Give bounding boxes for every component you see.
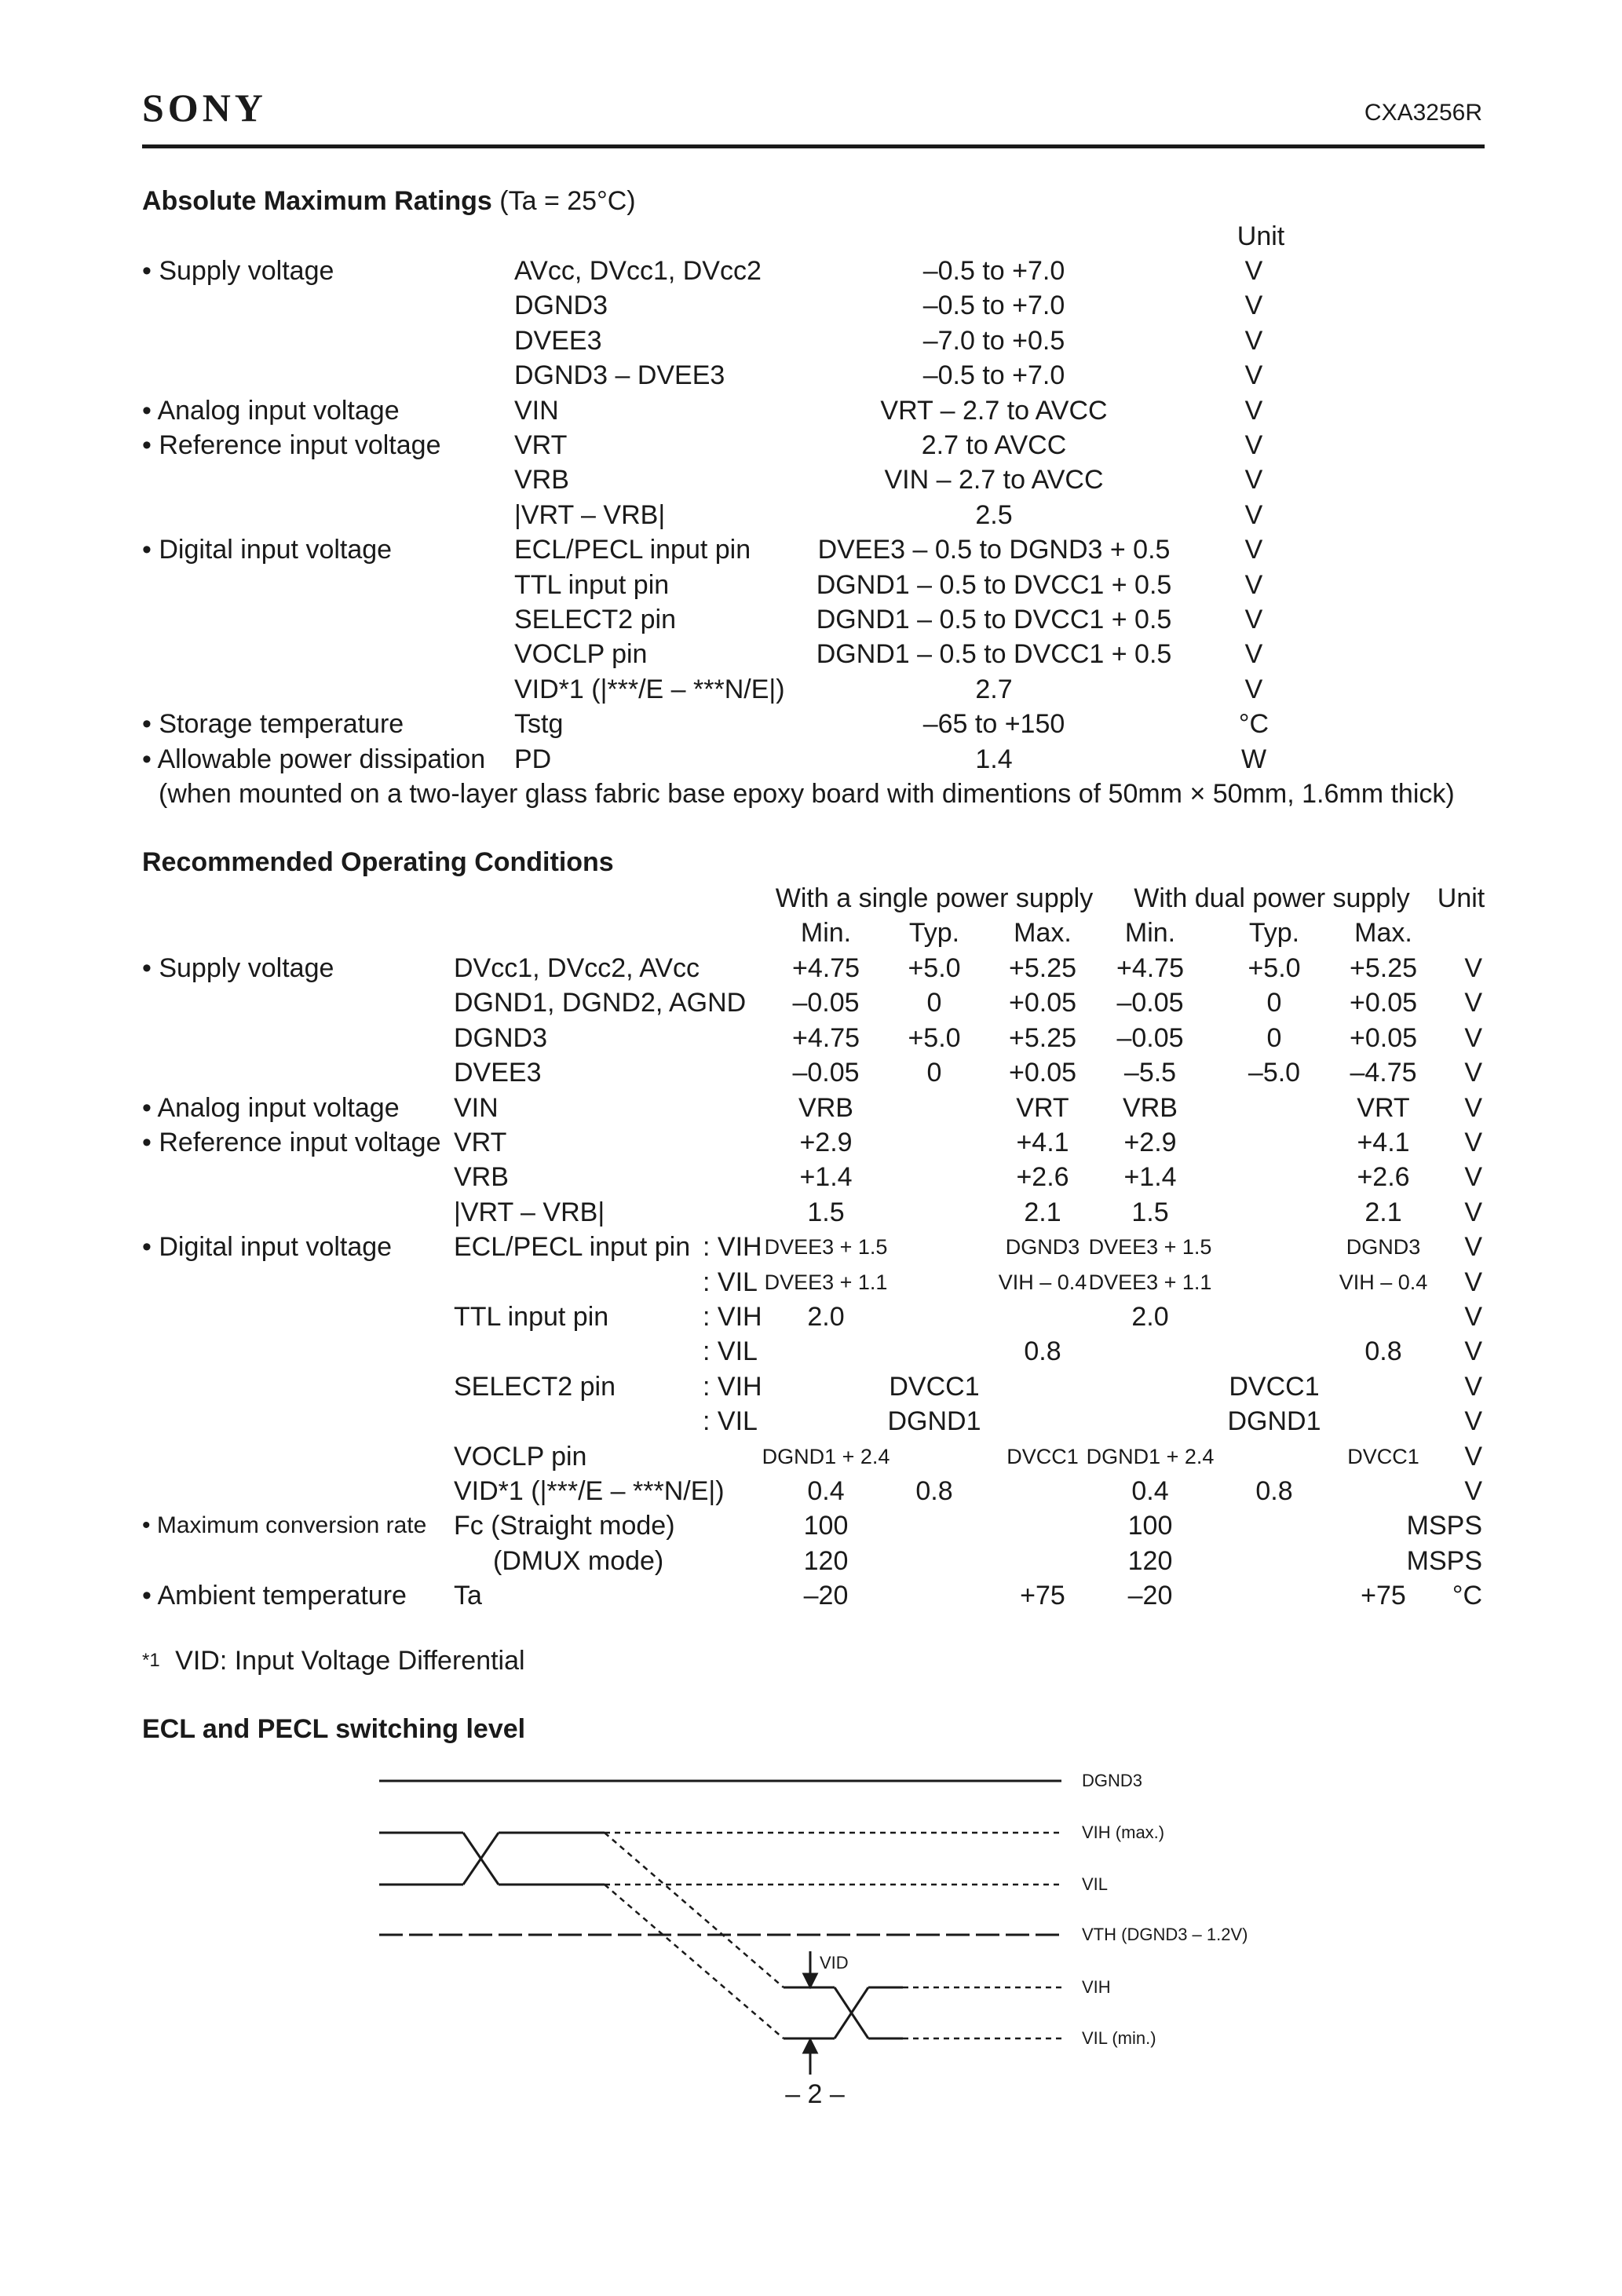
abs-row-symbol: VRB	[514, 465, 569, 495]
abs-row-item: • Storage temperature	[142, 709, 404, 740]
rec-row-value: VIH – 0.4	[998, 1270, 1087, 1294]
part-number: CXA3256R	[1364, 100, 1482, 126]
abs-row-value: DGND1 – 0.5 to DVCC1 + 0.5	[816, 605, 1172, 634]
rec-row-value: VIH – 0.4	[1339, 1270, 1428, 1294]
rec-row-value: +4.75	[791, 953, 860, 983]
abs-row-value: 1.4	[975, 744, 1013, 774]
rec-row-value: 2.1	[1024, 1197, 1061, 1227]
rec-row-symbol: ECL/PECL input pin	[454, 1232, 691, 1263]
rec-row-value: DVEE3 + 1.5	[764, 1235, 888, 1260]
rec-row-value: 120	[1127, 1545, 1173, 1576]
rec-row-value: +1.4	[1123, 1162, 1177, 1193]
rec-row-value: DVCC1	[1347, 1444, 1419, 1468]
abs-row-value: DGND1 – 0.5 to DVCC1 + 0.5	[816, 639, 1172, 670]
rec-row-value: 120	[803, 1545, 849, 1576]
rec-row-symbol: VRB	[454, 1162, 509, 1193]
rec-row-value: +2.6	[1357, 1162, 1410, 1193]
rec-row-value: DVEE3 + 1.5	[1088, 1235, 1212, 1260]
abs-row-value: –7.0 to +0.5	[922, 325, 1065, 356]
rec-op-group-dual: With dual power supply	[1134, 883, 1410, 913]
diagram-title: ECL and PECL switching level	[142, 1714, 526, 1744]
rec-row-symbol: VOCLP pin	[454, 1441, 587, 1472]
rec-row-unit: V	[1464, 1197, 1482, 1227]
rec-row-symbol: DVEE3	[454, 1058, 542, 1088]
rec-row-value: VRT	[1357, 1092, 1410, 1123]
rec-row-unit: °C	[1452, 1581, 1482, 1611]
rec-row-value: 0.8	[1255, 1476, 1293, 1506]
rec-row-value: 2.0	[1131, 1302, 1169, 1332]
label-vth: VTH (DGND3 – 1.2V)	[1082, 1925, 1248, 1944]
abs-row-symbol: VIN	[514, 395, 559, 426]
rec-row-unit: V	[1464, 953, 1482, 983]
abs-row-symbol: DGND3	[514, 291, 608, 321]
abs-row-symbol: DVEE3	[514, 325, 602, 356]
abs-row-value: DVEE3 – 0.5 to DGND3 + 0.5	[817, 535, 1171, 565]
col-header-max: Max.	[1014, 918, 1072, 948]
rec-row-value: –0.05	[1116, 988, 1184, 1018]
rec-row-value: DVEE3 + 1.1	[1088, 1270, 1212, 1294]
abs-row-value: DGND1 – 0.5 to DVCC1 + 0.5	[816, 569, 1172, 600]
rec-row-value: +4.75	[1116, 953, 1185, 983]
rec-row-value: 2.0	[807, 1302, 845, 1332]
rec-row-value: DVEE3 + 1.1	[764, 1270, 888, 1294]
rec-row-unit: V	[1464, 1371, 1482, 1402]
rec-op-group-single: With a single power supply	[775, 883, 1094, 913]
label-vil: VIL	[1082, 1874, 1109, 1894]
abs-row-unit: V	[1244, 325, 1263, 356]
abs-row-unit: V	[1244, 360, 1263, 391]
rec-row-unit: V	[1464, 1022, 1482, 1053]
rec-row-unit: V	[1464, 1092, 1482, 1123]
rec-row-value: +0.05	[1008, 1058, 1077, 1088]
col-header-max: Max.	[1354, 918, 1412, 948]
abs-row-symbol: VID*1 (|***/E – ***N/E|)	[514, 674, 785, 704]
rec-row-value: DVCC1	[1006, 1444, 1079, 1468]
col-header-min: Min.	[800, 918, 852, 948]
rec-row-item: • Reference input voltage	[142, 1128, 441, 1157]
rec-row-unit: V	[1464, 1232, 1482, 1263]
label-vih: VIH	[1082, 1977, 1111, 1997]
rec-row-value: +5.25	[1349, 953, 1418, 983]
abs-max-condition: (Ta = 25°C)	[499, 186, 636, 216]
rec-row-unit: V	[1464, 1128, 1482, 1157]
abs-row-unit: V	[1244, 499, 1263, 530]
abs-row-symbol: AVcc, DVcc1, DVcc2	[514, 256, 762, 286]
rec-row-symbol: |VRT – VRB|	[454, 1197, 605, 1227]
rec-row-value: 0.4	[807, 1476, 845, 1506]
rec-row-item: • Maximum conversion rate	[142, 1512, 427, 1539]
rec-row-value: DGND1	[1227, 1406, 1321, 1437]
shift-line-high	[605, 1833, 784, 1987]
abs-row-value: VIN – 2.7 to AVCC	[884, 465, 1104, 495]
abs-row-unit: W	[1240, 744, 1267, 774]
rec-row-symbol: VID*1 (|***/E – ***N/E|)	[454, 1476, 725, 1506]
rec-row-value: DVCC1	[1229, 1371, 1320, 1402]
rec-row-symbol: VIN	[454, 1092, 499, 1123]
rec-row-unit: V	[1464, 1058, 1482, 1088]
rec-row-value: –0.05	[792, 988, 860, 1018]
rec-row-symbol: Fc (Straight mode)	[454, 1511, 675, 1541]
rec-row-value: 0	[926, 1058, 942, 1088]
rec-row-value: 0.8	[915, 1476, 953, 1506]
vid-arrowhead-bottom	[804, 2040, 816, 2053]
label-dgnd3: DGND3	[1082, 1771, 1143, 1790]
abs-row-item: • Supply voltage	[142, 256, 334, 286]
rec-row-value: +75	[1361, 1581, 1406, 1611]
abs-max-unit-header: Unit	[1237, 221, 1285, 251]
label-vil-min: VIL (min.)	[1082, 2028, 1156, 2048]
abs-row-unit: V	[1244, 256, 1263, 286]
rec-row-symbol: (DMUX mode)	[493, 1545, 664, 1576]
rec-row-value: 0	[1266, 988, 1282, 1018]
rec-row-value: 1.5	[807, 1197, 845, 1227]
rec-row-unit: V	[1464, 1267, 1482, 1297]
label-vih-max: VIH (max.)	[1082, 1823, 1165, 1842]
abs-row-value: –0.5 to +7.0	[922, 360, 1065, 391]
rec-row-unit: V	[1464, 1302, 1482, 1332]
rec-row-unit: V	[1464, 1406, 1482, 1437]
rec-row-symbol: DGND1, DGND2, AGND	[454, 988, 747, 1018]
rec-row-value: –5.5	[1123, 1058, 1177, 1088]
rec-row-unit: MSPS	[1406, 1545, 1482, 1576]
rec-row-value: 0	[926, 988, 942, 1018]
rec-row-value: +2.6	[1016, 1162, 1069, 1193]
abs-row-item: • Analog input voltage	[142, 395, 400, 426]
rec-row-value: DVCC1	[889, 1371, 980, 1402]
abs-row-value: 2.7 to AVCC	[921, 430, 1067, 460]
rec-row-value: 100	[1127, 1511, 1173, 1541]
rec-row-value: –0.05	[792, 1058, 860, 1088]
abs-row-value: VRT – 2.7 to AVCC	[880, 395, 1108, 426]
rec-row-item: • Analog input voltage	[142, 1092, 400, 1123]
rec-row-symbol: DGND3	[454, 1022, 548, 1053]
rec-row-value: 2.1	[1364, 1197, 1402, 1227]
abs-row-symbol: Tstg	[514, 709, 564, 740]
rec-row-value: +5.0	[908, 953, 961, 983]
rec-row-condition: : VIH	[703, 1232, 762, 1263]
rec-row-item: • Digital input voltage	[142, 1232, 393, 1263]
rec-row-symbol: VRT	[454, 1128, 507, 1157]
abs-row-symbol: VRT	[514, 430, 568, 460]
rec-op-title: Recommended Operating Conditions	[142, 847, 614, 877]
abs-row-symbol: TTL input pin	[514, 569, 670, 600]
abs-row-symbol: DGND3 – DVEE3	[514, 360, 725, 391]
abs-max-title: Absolute Maximum Ratings	[142, 186, 492, 216]
abs-row-value: 2.5	[975, 499, 1013, 530]
rec-row-condition: : VIL	[703, 1336, 758, 1367]
rec-row-value: +4.1	[1357, 1128, 1410, 1157]
rec-row-value: VRB	[798, 1092, 853, 1123]
rec-row-condition: : VIH	[703, 1302, 762, 1332]
rec-row-value: DGND1 + 2.4	[762, 1444, 890, 1468]
abs-row-unit: V	[1244, 569, 1263, 600]
rec-row-value: DGND3	[1005, 1235, 1080, 1260]
col-header-typ: Typ.	[908, 918, 960, 948]
rec-row-value: +4.75	[791, 1022, 860, 1053]
rec-row-symbol: TTL input pin	[454, 1302, 609, 1332]
rec-row-symbol: Ta	[454, 1581, 482, 1611]
rec-row-value: +5.25	[1008, 1022, 1077, 1053]
page-number: – 2 –	[785, 2079, 845, 2109]
rec-row-value: +5.25	[1008, 953, 1077, 983]
rec-row-value: +4.1	[1016, 1128, 1069, 1157]
rec-row-value: DGND3	[1346, 1235, 1421, 1260]
rec-row-value: –0.05	[1116, 1022, 1184, 1053]
rec-row-value: DGND1 + 2.4	[1086, 1444, 1215, 1468]
rec-row-value: DGND1	[887, 1406, 981, 1437]
rec-row-condition: : VIL	[703, 1267, 758, 1297]
label-vid: VID	[820, 1953, 849, 1972]
rec-row-value: +0.05	[1349, 988, 1418, 1018]
abs-row-symbol: |VRT – VRB|	[514, 499, 666, 530]
abs-row-unit: V	[1244, 639, 1263, 670]
abs-row-value: –0.5 to +7.0	[922, 291, 1065, 321]
rec-row-unit: V	[1464, 988, 1482, 1018]
col-header-typ: Typ.	[1248, 918, 1300, 948]
footnote-text: VID: Input Voltage Differential	[175, 1646, 525, 1676]
rec-row-item: • Supply voltage	[142, 953, 334, 983]
abs-row-unit: V	[1244, 465, 1263, 495]
rec-row-value: 100	[803, 1511, 849, 1541]
shift-line-low	[605, 1885, 784, 2038]
abs-max-note: (when mounted on a two-layer glass fabric base epoxy board with dimentions of 50mm × 50mm, 1.6mm thick)	[159, 779, 1455, 809]
rec-row-value: +1.4	[799, 1162, 853, 1193]
abs-row-unit: V	[1244, 291, 1263, 321]
rec-row-value: –20	[1127, 1581, 1173, 1611]
rec-row-unit: V	[1464, 1441, 1482, 1472]
rec-row-unit: V	[1464, 1162, 1482, 1193]
abs-row-unit: V	[1244, 395, 1263, 426]
col-header-min: Min.	[1124, 918, 1176, 948]
abs-row-symbol: SELECT2 pin	[514, 605, 676, 634]
rec-row-value: +75	[1020, 1581, 1065, 1611]
rec-row-value: +2.9	[1123, 1128, 1177, 1157]
abs-row-value: –0.5 to +7.0	[922, 256, 1065, 286]
abs-row-item: • Allowable power dissipation	[142, 744, 486, 774]
abs-row-symbol: ECL/PECL input pin	[514, 535, 751, 565]
abs-row-value: –65 to +150	[922, 709, 1065, 740]
rec-row-value: +0.05	[1349, 1022, 1418, 1053]
abs-row-item: • Reference input voltage	[142, 430, 441, 460]
abs-row-value: 2.7	[975, 674, 1013, 704]
abs-row-item: • Digital input voltage	[142, 535, 393, 565]
rec-row-value: –20	[803, 1581, 849, 1611]
rec-op-unit-header: Unit	[1437, 883, 1485, 913]
rec-row-item: • Ambient temperature	[142, 1581, 407, 1611]
abs-row-symbol: VOCLP pin	[514, 639, 648, 670]
rec-row-value: –4.75	[1350, 1058, 1417, 1088]
rec-row-condition: : VIL	[703, 1406, 758, 1437]
rec-row-value: VRT	[1016, 1092, 1069, 1123]
rec-row-unit: V	[1464, 1476, 1482, 1506]
rec-row-unit: V	[1464, 1336, 1482, 1367]
abs-row-unit: V	[1244, 674, 1263, 704]
vid-arrowhead-top	[804, 1974, 816, 1987]
sony-logo: SONY	[142, 86, 267, 130]
abs-row-unit: V	[1244, 605, 1263, 634]
rec-row-value: VRB	[1123, 1092, 1178, 1123]
rec-row-value: 0.4	[1131, 1476, 1169, 1506]
rec-row-value: 0.8	[1364, 1336, 1402, 1367]
rec-row-unit: MSPS	[1406, 1511, 1482, 1541]
rec-row-symbol: SELECT2 pin	[454, 1371, 616, 1402]
rec-row-value: –5.0	[1248, 1058, 1301, 1088]
abs-row-unit: V	[1244, 535, 1263, 565]
rec-row-value: +2.9	[799, 1128, 853, 1157]
abs-row-unit: °C	[1238, 709, 1269, 740]
rec-row-value: +5.0	[1248, 953, 1301, 983]
rec-row-condition: : VIH	[703, 1371, 762, 1402]
abs-row-unit: V	[1244, 430, 1263, 460]
abs-row-symbol: PD	[514, 744, 552, 774]
rec-row-value: 0	[1266, 1022, 1282, 1053]
rec-row-symbol: DVcc1, DVcc2, AVcc	[454, 953, 700, 983]
rec-row-value: 1.5	[1131, 1197, 1169, 1227]
rec-row-value: 0.8	[1024, 1336, 1061, 1367]
footnote-mark: *1	[142, 1650, 160, 1671]
rec-row-value: +0.05	[1008, 988, 1077, 1018]
rec-row-value: +5.0	[908, 1022, 961, 1053]
